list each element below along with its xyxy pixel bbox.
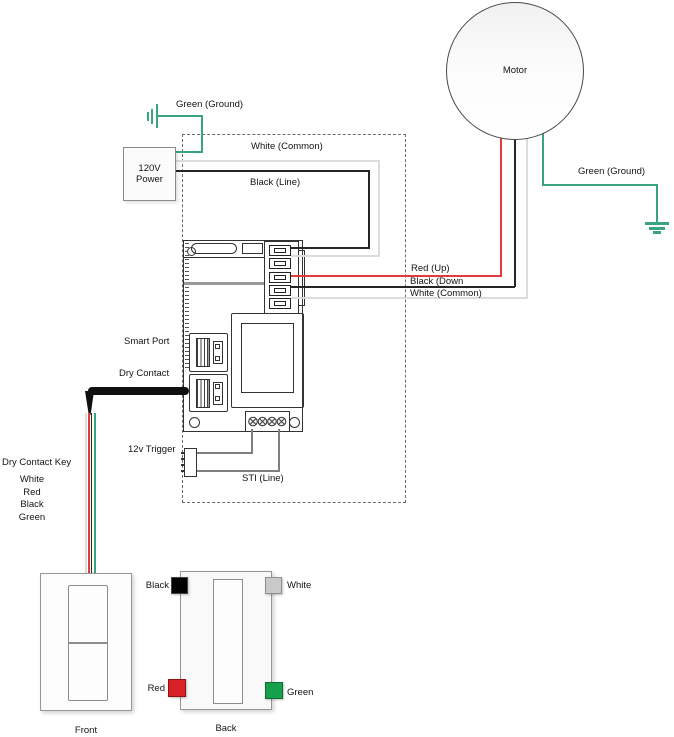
red-up-wire xyxy=(291,275,502,277)
key-item-white: White xyxy=(19,474,45,485)
dry-contact-key-list xyxy=(7,474,57,524)
sti-line-wire xyxy=(278,429,280,471)
control-board xyxy=(183,240,303,432)
back-caption: Back xyxy=(215,723,237,734)
white-common-wire xyxy=(291,255,380,257)
board-slot xyxy=(191,243,237,254)
terminal-white-power xyxy=(269,258,291,269)
transformer-core xyxy=(241,323,294,393)
board-component xyxy=(242,243,263,254)
power-label-line1: 120V xyxy=(138,162,161,174)
trigger-pin xyxy=(181,470,184,472)
jack-detail xyxy=(215,396,220,401)
black-down-label: Black (Down xyxy=(410,276,464,287)
green-ground-wire xyxy=(176,151,203,153)
green-ground-wire xyxy=(201,115,203,153)
green-ground-right-label: Green (Ground) xyxy=(578,166,646,177)
key-item-green: Green xyxy=(18,511,46,523)
white-common-wire xyxy=(378,160,380,257)
switch-back-view xyxy=(180,571,272,710)
ground-icon xyxy=(147,112,149,121)
key-white-wire xyxy=(85,413,87,574)
back-terminal-red-label: Red xyxy=(147,683,165,694)
trigger-wire xyxy=(196,452,253,454)
board-gray-band xyxy=(184,282,265,285)
dry-contact-jack xyxy=(189,374,228,412)
back-terminal-green-label: Green xyxy=(287,687,314,698)
switch-front-view xyxy=(40,573,132,711)
red-up-label: Red (Up) xyxy=(411,263,450,274)
board-edge-ribs xyxy=(185,243,189,371)
terminal-black-down xyxy=(269,285,291,296)
green-ground-left-label: Green (Ground) xyxy=(176,99,244,110)
dry-contact-label: Dry Contact xyxy=(119,368,170,379)
rocker-paddle xyxy=(68,585,108,701)
back-terminal-red xyxy=(168,679,186,697)
green-ground-wire xyxy=(157,115,203,117)
terminal-black-line xyxy=(269,245,291,256)
black-down-wire xyxy=(514,132,516,287)
jack-detail xyxy=(215,344,220,349)
back-terminal-black-label: Black xyxy=(145,580,169,591)
back-terminal-white xyxy=(265,577,282,594)
back-terminal-black xyxy=(171,577,188,594)
ground-icon xyxy=(645,222,669,225)
black-line-wire xyxy=(176,170,369,172)
white-common-wire xyxy=(176,160,380,162)
key-black-wire xyxy=(91,413,93,574)
key-item-black: Black xyxy=(20,499,44,510)
12v-trigger-label: 12v Trigger xyxy=(128,444,176,455)
terminal-block xyxy=(264,241,299,314)
12v-trigger-connector xyxy=(184,448,197,477)
key-item-red: Red xyxy=(23,486,41,498)
smart-port-label: Smart Port xyxy=(124,336,170,347)
green-ground-motor-wire xyxy=(542,184,658,186)
black-line-wire xyxy=(291,247,370,249)
key-green-wire xyxy=(94,413,96,574)
mounting-hole xyxy=(189,417,200,428)
dry-contact-cable xyxy=(88,387,189,395)
terminal-red-up xyxy=(269,272,291,283)
trigger-pin xyxy=(181,452,184,454)
dry-contact-cable xyxy=(85,391,94,415)
white-common-right-label: White (Common) xyxy=(410,288,482,299)
black-line-label: Black (Line) xyxy=(250,177,301,188)
power-label-line2: Power xyxy=(136,174,163,185)
jack-pins xyxy=(196,338,210,367)
smart-port-jack xyxy=(189,333,228,372)
mounting-hole xyxy=(289,417,300,428)
trigger-wire xyxy=(251,429,253,453)
rocker-divider xyxy=(69,642,107,644)
front-caption: Front xyxy=(74,725,98,736)
green-ground-motor-wire xyxy=(656,184,658,223)
dry-contact-key-title: Dry Contact Key xyxy=(2,457,72,468)
motor-label: Motor xyxy=(502,65,528,77)
terminal-white-common xyxy=(269,298,291,309)
ground-icon xyxy=(151,109,153,124)
motor xyxy=(446,2,584,140)
jack-detail xyxy=(215,356,220,361)
board-divider-line xyxy=(184,257,265,258)
black-line-wire xyxy=(368,170,370,248)
ground-icon xyxy=(653,231,661,234)
sti-line-label: STI (Line) xyxy=(242,473,284,484)
sti-line-wire xyxy=(196,470,280,472)
power-source xyxy=(123,147,176,201)
white-common-top-label: White (Common) xyxy=(251,141,323,152)
trigger-pin xyxy=(181,464,184,466)
white-common-motor-wire xyxy=(526,132,528,299)
jack-detail xyxy=(215,384,220,389)
green-ground-motor-wire xyxy=(542,128,544,186)
jack-pins xyxy=(196,379,210,408)
ground-icon xyxy=(649,227,665,230)
switch-back-slot xyxy=(213,579,243,704)
red-up-wire xyxy=(500,130,502,277)
trigger-pin xyxy=(181,458,184,460)
back-terminal-white-label: White xyxy=(287,580,312,591)
back-terminal-green xyxy=(265,682,283,699)
